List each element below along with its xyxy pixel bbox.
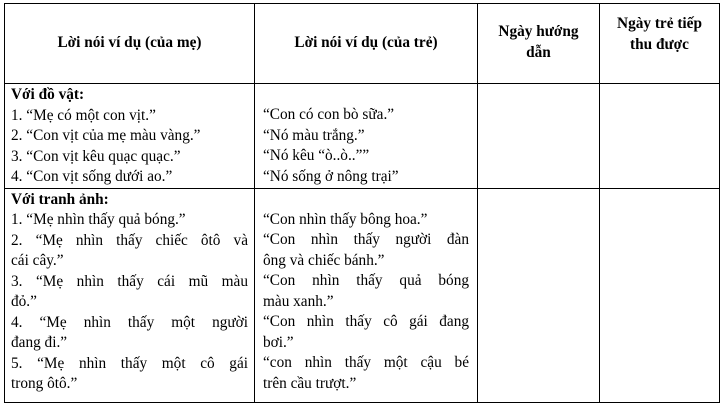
mother-line: 2. “Con vịt của mẹ màu vàng.”: [11, 127, 201, 144]
cell-acquired-day-objects: [600, 84, 720, 189]
header-mother-speech: Lời nói ví dụ (của mẹ): [5, 4, 255, 84]
speech-examples-table: [4, 3, 720, 403]
mother-line: đỏ.”: [11, 293, 37, 310]
cell-guide-day-pictures: [478, 188, 600, 402]
child-line: “Nó sống ở nông trại”: [263, 167, 399, 185]
child-line: “Nó màu trắng.”: [263, 126, 365, 144]
table-row-objects: [5, 84, 720, 189]
mother-line: cái cây.”: [11, 252, 64, 269]
child-line: “Con nhìn thấy cô gái đang: [263, 313, 469, 330]
section-title-objects: Với đồ vật:: [11, 86, 85, 103]
table-header-row: [5, 4, 720, 84]
header-guide-day: Ngày hướng dẫn: [478, 4, 600, 84]
mother-line: 4. “Mẹ nhìn thấy một người: [11, 313, 248, 331]
mother-line: trong ôtô.”: [11, 375, 78, 392]
cell-mother-pictures: [5, 188, 255, 402]
section-title-pictures: Với tranh ảnh:: [11, 190, 109, 208]
child-line: trên cầu trượt.”: [263, 374, 357, 392]
cell-guide-day-objects: [478, 84, 600, 189]
child-line: ông và chiếc bánh.”: [263, 251, 385, 269]
header-acquired-day: Ngày trẻ tiếp thu được: [600, 4, 720, 84]
child-line: “Con nhìn thấy người đàn: [263, 231, 469, 248]
child-line: “Con nhìn thấy quả bóng: [263, 272, 469, 289]
child-line: “con nhìn thấy một cậu bé: [263, 354, 469, 371]
mother-line: 1. “Mẹ nhìn thấy quả bóng.”: [11, 211, 186, 228]
mother-line: 3. “Con vịt kêu quạc quạc.”: [11, 147, 181, 165]
child-line: bơi.”: [263, 333, 294, 351]
child-line: “Con có con bò sữa.”: [263, 106, 395, 123]
mother-line: 5. “Mẹ nhìn thấy một cô gái: [11, 354, 248, 372]
mother-line: 4. “Con vịt sống dưới ao.”: [11, 168, 173, 185]
mother-line: 3. “Mẹ nhìn thấy cái mũ màu: [11, 272, 248, 290]
child-line: màu xanh.”: [263, 292, 334, 310]
mother-line: 1. “Mẹ có một con vịt.”: [11, 106, 156, 124]
cell-child-pictures: [255, 188, 478, 402]
cell-mother-objects: [5, 84, 255, 189]
mother-line: đang đi.”: [11, 334, 68, 351]
child-line: “Nó kêu “ò..ò..””: [263, 147, 370, 164]
mother-line: 2. “Mẹ nhìn thấy chiếc ôtô và: [11, 231, 248, 249]
header-child-speech: Lời nói ví dụ (của trẻ): [255, 4, 478, 84]
child-line: “Con nhìn thấy bông hoa.”: [263, 210, 428, 228]
cell-child-objects: [255, 84, 478, 189]
table-row-pictures: [5, 188, 720, 402]
cell-acquired-day-pictures: [600, 188, 720, 402]
